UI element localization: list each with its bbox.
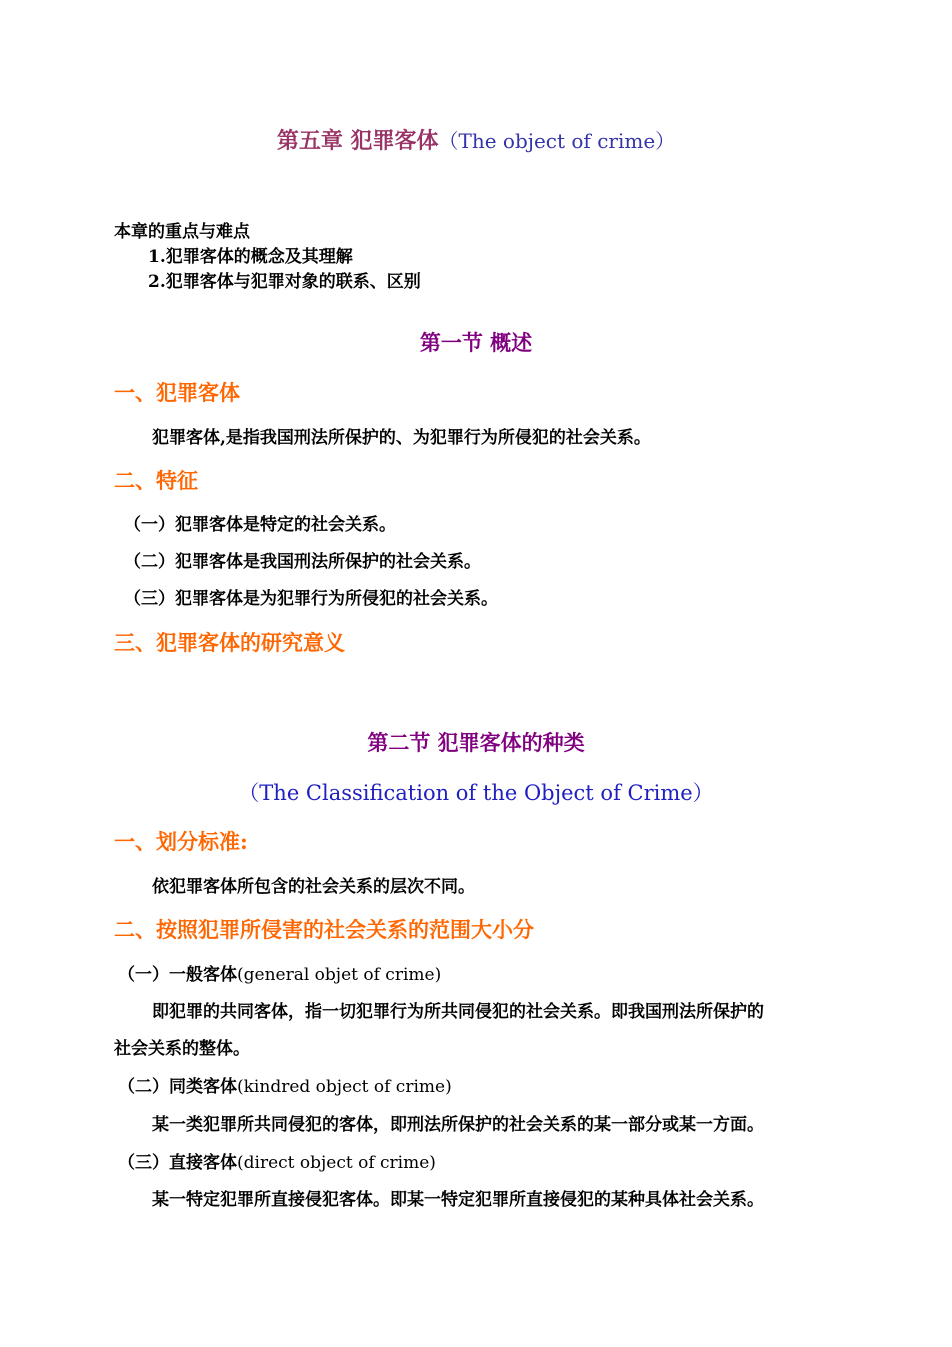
general-object-text-line1: 即犯罪的共同客体，指一切犯罪行为所共同侵犯的社会关系。即我国刑法所保护的 — [152, 1002, 764, 1022]
general-object-label-en: (general objet of crime) — [237, 965, 442, 985]
feature-item: （一）犯罪客体是特定的社会关系。 — [124, 515, 396, 535]
chapter-title — [0, 124, 952, 155]
key-point-item: 2.犯罪客体与犯罪对象的联系、区别 — [148, 272, 421, 292]
chapter-title-zh: 第五章 犯罪客体 — [276, 128, 439, 154]
kindred-object-text: 某一类犯罪所共同侵犯的客体，即刑法所保护的社会关系的某一部分或某一方面。 — [152, 1115, 764, 1135]
kindred-object-label — [118, 1072, 452, 1097]
direct-object-label-zh: （三）直接客体 — [118, 1153, 237, 1173]
section2-title: 第二节 犯罪客体的种类 — [367, 730, 585, 755]
kindred-object-label-zh: （二）同类客体 — [118, 1077, 237, 1097]
key-point-item: 1.犯罪客体的概念及其理解 — [148, 247, 353, 267]
kindred-object-label-en: (kindred object of crime) — [237, 1077, 452, 1097]
section1-heading-1: 一、犯罪客体 — [114, 380, 240, 405]
feature-item: （三）犯罪客体是为犯罪行为所侵犯的社会关系。 — [124, 589, 498, 609]
direct-object-label — [118, 1148, 436, 1173]
chapter-title-en: （The object of crime） — [438, 129, 676, 153]
general-object-label-zh: （一）一般客体 — [118, 965, 237, 985]
section1-heading-3: 三、犯罪客体的研究意义 — [114, 630, 345, 655]
section1-definition: 犯罪客体,是指我国刑法所保护的、为犯罪行为所侵犯的社会关系。 — [152, 428, 651, 448]
general-object-label — [118, 960, 441, 985]
general-object-text-line2: 社会关系的整体。 — [114, 1039, 250, 1059]
section1-heading-2: 二、特征 — [114, 468, 198, 493]
section2-heading-1: 一、划分标准: — [114, 829, 248, 854]
feature-item: （二）犯罪客体是我国刑法所保护的社会关系。 — [124, 552, 481, 572]
key-points-heading: 本章的重点与难点 — [114, 222, 250, 242]
section2-heading-2: 二、按照犯罪所侵害的社会关系的范围大小分 — [114, 917, 534, 942]
direct-object-text: 某一特定犯罪所直接侵犯客体。即某一特定犯罪所直接侵犯的某种具体社会关系。 — [152, 1190, 764, 1210]
direct-object-label-en: (direct object of crime) — [237, 1153, 436, 1173]
section2-subtitle: （The Classification of the Object of Crime） — [238, 781, 714, 805]
section1-title: 第一节 概述 — [419, 330, 533, 355]
division-standard-text: 依犯罪客体所包含的社会关系的层次不同。 — [152, 877, 475, 897]
